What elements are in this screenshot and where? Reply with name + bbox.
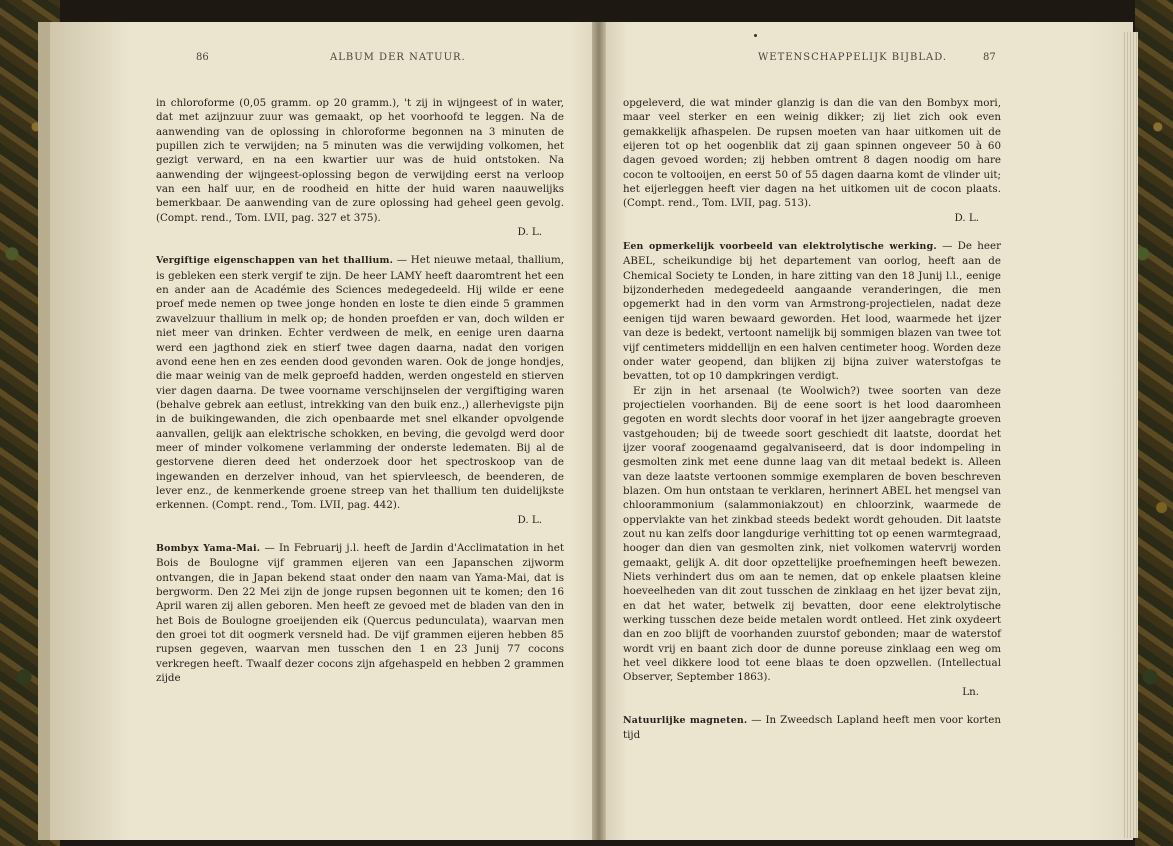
- print-mark: [754, 34, 757, 37]
- article-heading: Natuurlijke magneten.: [623, 715, 748, 727]
- page-stack-edge: [1122, 32, 1138, 838]
- book-cover-right: [1135, 0, 1173, 846]
- left-page-number: 86: [196, 52, 209, 63]
- article-body: — In Februarij j.l. heeft de Jardin d'Acclimatation in het Bois de Boulogne vijf grammen eijeren van een Japanschen zijworm ontvangen, die in Japan bekend staat onder den naam van Yama-Mai, dat is bergworm. Den 22 Mei zijn de jonge rupsen begonnen uit te komen; den 16 April waren zij allen geboren. Men heeft ze gevoed met de bladen van den in het Bois de Boulogne groeijenden eik (Quercus pedunculata), waarvan men den groei tot dit oogmerk versneld had. De vijf grammen eijeren hebben 85 rupsen gegeven, waarvan men tusschen den 1 en 23 Junij 77 cocons verkregen heeft. Twaalf dezer cocons zijn afgehaspeld en hebben 2 grammen zijde: [156, 541, 564, 685]
- article-body: — Het nieuwe metaal, thallium, is gebleken een sterk vergif te zijn. De heer LAMY heeft daaromtrent het een en ander aan de Académie des Sciences medegedeeld. Hij wilde er eene proef mede nemen op twee jonge honden en loste te dien einde 5 grammen zwavelzuur thallium in melk op; de honden proefden er van, doch wilden er niet meer van drinken. Echter verdween de melk, en eenige uren daarna werd een jagthond ziek en stierf twee dagen daarna, nadat den vorigen avond eene hen en zes eenden dood gevonden waren. Ook de jonge hondjes, die maar weinig van de melk geproefd hadden, werden ongesteld en stierven vier dagen daarna. De twee voorname verschijnselen der vergiftiging waren (behalve gebrek aan eetlust, intrekking van den buik enz.,) allerhevigste pijn in de buikingewanden, die zich openbaarde met snel elkander opvolgende aanvallen, gelijk aan elektrische schokken, en beving, die gevolgd werd door meer of minder volkomene verlamming der onderste ledematen. Bij al de gestorvene dieren deed het onderzoek door het spectroskoop van de ingewanden en derzelver inhoud, van het spiervleesch, de beenderen, de lever enz., de kenmerkende groene streep van het thallium ten duidelijkste erkennen. (Compt. rend., Tom. LVII, pag. 442).: [156, 254, 564, 512]
- paragraph: opgeleverd, die wat minder glanzig is dan die van den Bombyx mori, maar veel sterker en een weinig dikker; zij liet zich ook even gemakkelijk afhaspelen. De rupsen moeten van haar uitkomen uit de eijeren tot op het oogenblik dat zij gaan spinnen ongeveer 50 à 60 dagen gevoed worden; zij hebben omtrent 8 dagen noodig om hare cocon te voltooijen, en eerst 50 of 55 dagen daarna komt de vlinder uit; het eijerleggen heeft vier dagen na het uitkomen uit de cocon plaats. (Compt. rend., Tom. LVII, pag. 513).: [623, 97, 1001, 210]
- signature: D. L.: [954, 211, 979, 224]
- right-running-head: WETENSCHAPPELIJK BIJBLAD.: [758, 52, 948, 63]
- article-bombyx: [156, 541, 564, 685]
- signature: Ln.: [962, 685, 979, 698]
- article-heading: Vergiftige eigenschappen van het thallium.: [156, 255, 394, 267]
- paragraph: Er zijn in het arsenaal (te Woolwich?) twee soorten van deze projectielen voorhanden. Bij de eene soort is het lood daaromheen gegoten en wordt slechts door vooraf in het ijzer aangebragte groeven vastgehouden; bij de tweede soort geschiedt dit laatste, doordat het ijzer vooraf zoogenaamd gegalvaniseerd, dat is door indompeling in gesmolten zink met eene dunne laag van dit metaal bedekt is. Alleen van deze laatste vertoonen sommige exemplaren de boven beschreven blazen. Om hun ontstaan te verklaren, herinnert ABEL het mengsel van chloorammonium (salammoniakzout) en chloorzink, waarmede de oppervlakte van het zinkbad steeds bedekt wordt gehouden. Dit laatste zout nu kan zelfs door langdurige verhitting tot op eenen warmtegraad, hooger dan dien van gesmolten zink, niet volkomen watervrij worden gemaakt, gelijk A. dit door opzettelijke proefnemingen heeft bewezen. Niets verhindert dus om aan te nemen, dat op enkele plaatsen kleine hoeveelheden van dit zout tusschen de zinklaag en het ijzer bevat zijn, en dat het water, betwelk zij bevatten, door eene elektrolytische werking tusschen deze beide metalen wordt ontleed. Het zink oxydeert dan en zoo blijft de voorhanden zuurstof gebonden; maar de waterstof wordt vrij en baant zich door de dunne poreuse zinklaag een weg om het veel dikkere lood tot eene blaas te doen opzwellen. (Intellectual Observer, September 1863).: [623, 384, 1001, 684]
- article-thallium: [156, 253, 564, 512]
- left-text-column: [156, 96, 564, 685]
- signature: D. L.: [517, 226, 542, 239]
- right-text-column: [623, 96, 1001, 743]
- article-electrolysis: [623, 239, 1001, 383]
- paragraph: in chloroforme (0,05 gramm. op 20 gramm.), 't zij in wijngeest of in water, dat met azijnzuur zuur was gemaakt, op het voorhoofd te leggen. Na de aanwending van de oplossing in chloroforme begonnen na 3 minuten de pupillen zich te verwijden; na 5 minuten was die verwijding volkomen, het gezigt verward, en na een kwartier uur was de huid ontstoken. Na aanwending der wijngeest-oplossing begon de verwijding eerst na verloop van een half uur, en de roodheid en hitte der huid waren naauwelijks bemerkbaar. De aanwending van de zure oplossing had geheel geen gevolg. (Compt. rend., Tom. LVII, pag. 327 et 375).: [156, 97, 564, 224]
- right-page-number: 87: [983, 52, 996, 63]
- article-magnets: [623, 713, 1001, 743]
- article-body: — In Zweedsch Lapland heeft men voor korten tijd: [623, 714, 1001, 742]
- book-gutter: [592, 22, 606, 840]
- signature: D. L.: [517, 513, 542, 526]
- article-body: — De heer ABEL, scheikundige bij het departement van oorlog, heeft aan de Chemical Society te Londen, in hare zitting van den 18 Junij l.l., eenige bijzonderheden medegedeeld aangaande veranderingen, die men opgemerkt had in den vorm van Armstrong-projectielen, nadat deze eenigen tijd waren bewaard geworden. Het lood, waarmede het ijzer van deze is bedekt, vertoont namelijk bij sommigen blazen van twee tot vijf centimeters middellijn en een halven centimeter hoog. Worden deze onder water geopend, dan blijken zij bijna zuiver waterstofgas te bevatten, tot op 10 dampkringen verdigt.: [623, 240, 1001, 383]
- article-heading: Een opmerkelijk voorbeeld van elektrolytische werking.: [623, 241, 937, 253]
- article-heading: Bombyx Yama-Mai.: [156, 542, 261, 554]
- left-running-head: ALBUM DER NATUUR.: [330, 52, 466, 63]
